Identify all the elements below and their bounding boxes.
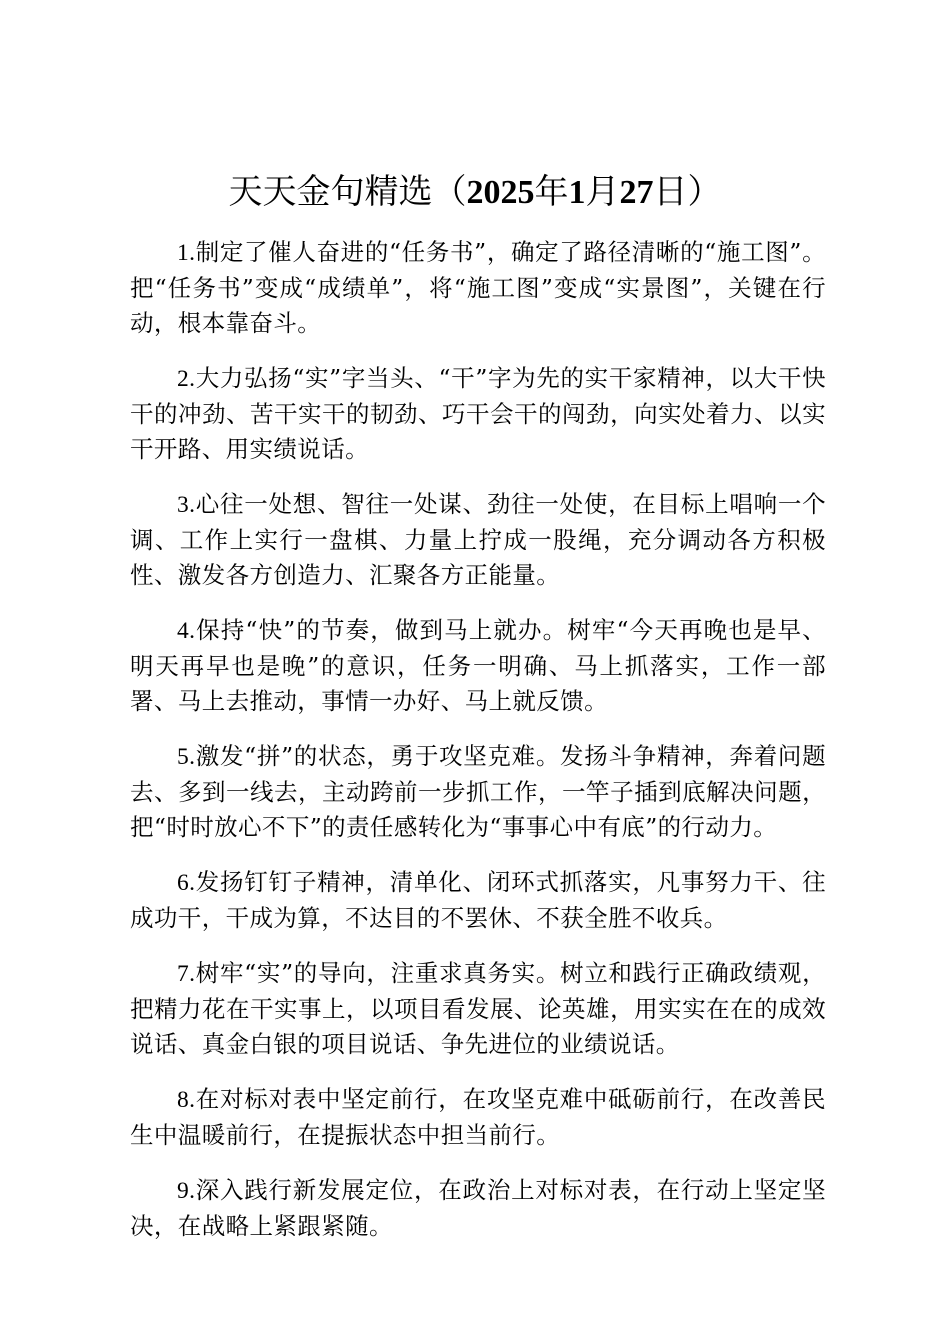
quote-list	[130, 235, 826, 1264]
quote-number: 7.	[177, 961, 196, 987]
quote-item	[130, 361, 826, 467]
quote-text: 保持“快”的节奏，做到马上就办。树牢“今天再晚也是早、明天再早也是晚”的意识，任务一明确、马上抓落实，工作一部署、马上去推动，事情一办好、马上就反馈。	[130, 616, 826, 715]
title-day: 27	[619, 174, 654, 211]
title-month: 1	[568, 174, 586, 211]
quote-number: 5.	[177, 744, 196, 770]
quote-text: 大力弘扬“实”字当头、“干”字为先的实干家精神，以大干快干的冲劲、苦干实干的韧劲、巧干会干的闯劲，向实处着力、以实干开路、用实绩说话。	[130, 364, 826, 463]
quote-number: 8.	[177, 1087, 196, 1113]
quote-number: 9.	[177, 1178, 196, 1204]
title-day-unit: 日	[653, 172, 688, 212]
title-prefix: 天天金句精选（	[228, 172, 467, 212]
quote-text: 发扬钉钉子精神，清单化、闭环式抓落实，凡事努力干、往成功干，干成为算，不达目的不罢休、不获全胜不收兵。	[130, 868, 826, 932]
quote-text: 深入践行新发展定位，在政治上对标对表，在行动上坚定坚决，在战略上紧跟紧随。	[130, 1176, 826, 1240]
quote-number: 1.	[177, 240, 196, 266]
quote-item	[130, 1082, 826, 1153]
quote-text: 树牢“实”的导向，注重求真务实。树立和践行正确政绩观，把精力花在干实事上，以项目看发展、论英雄，用实实在在的成效说话、真金白银的项目说话、争先进位的业绩说话。	[130, 959, 826, 1058]
page-title	[0, 170, 950, 215]
quote-item	[130, 739, 826, 845]
quote-number: 4.	[177, 618, 196, 644]
quote-item	[130, 865, 826, 936]
title-year: 2025	[466, 174, 535, 211]
quote-item	[130, 235, 826, 341]
quote-item	[130, 613, 826, 719]
title-year-unit: 年	[534, 172, 569, 212]
quote-item	[130, 1173, 826, 1244]
quote-number: 3.	[177, 492, 196, 518]
quote-item	[130, 487, 826, 593]
quote-text: 心往一处想、智往一处谋、劲往一处使，在目标上唱响一个调、工作上实行一盘棋、力量上拧成一股绳，充分调动各方积极性、激发各方创造力、汇聚各方正能量。	[130, 490, 826, 589]
quote-text: 在对标对表中坚定前行，在攻坚克难中砥砺前行，在改善民生中温暖前行，在提振状态中担当前行。	[130, 1085, 826, 1149]
quote-number: 6.	[177, 870, 196, 896]
quote-text: 制定了催人奋进的“任务书”，确定了路径清晰的“施工图”。把“任务书”变成“成绩单”，将“施工图”变成“实景图”，关键在行动，根本靠奋斗。	[130, 238, 826, 337]
title-month-unit: 月	[585, 172, 620, 212]
quote-item	[130, 956, 826, 1062]
quote-number: 2.	[177, 366, 196, 392]
title-suffix: ）	[687, 172, 722, 212]
quote-text: 激发“拼”的状态，勇于攻坚克难。发扬斗争精神，奔着问题去、多到一线去，主动跨前一步抓工作，一竿子插到底解决问题，把“时时放心不下”的责任感转化为“事事心中有底”的行动力。	[130, 742, 826, 841]
